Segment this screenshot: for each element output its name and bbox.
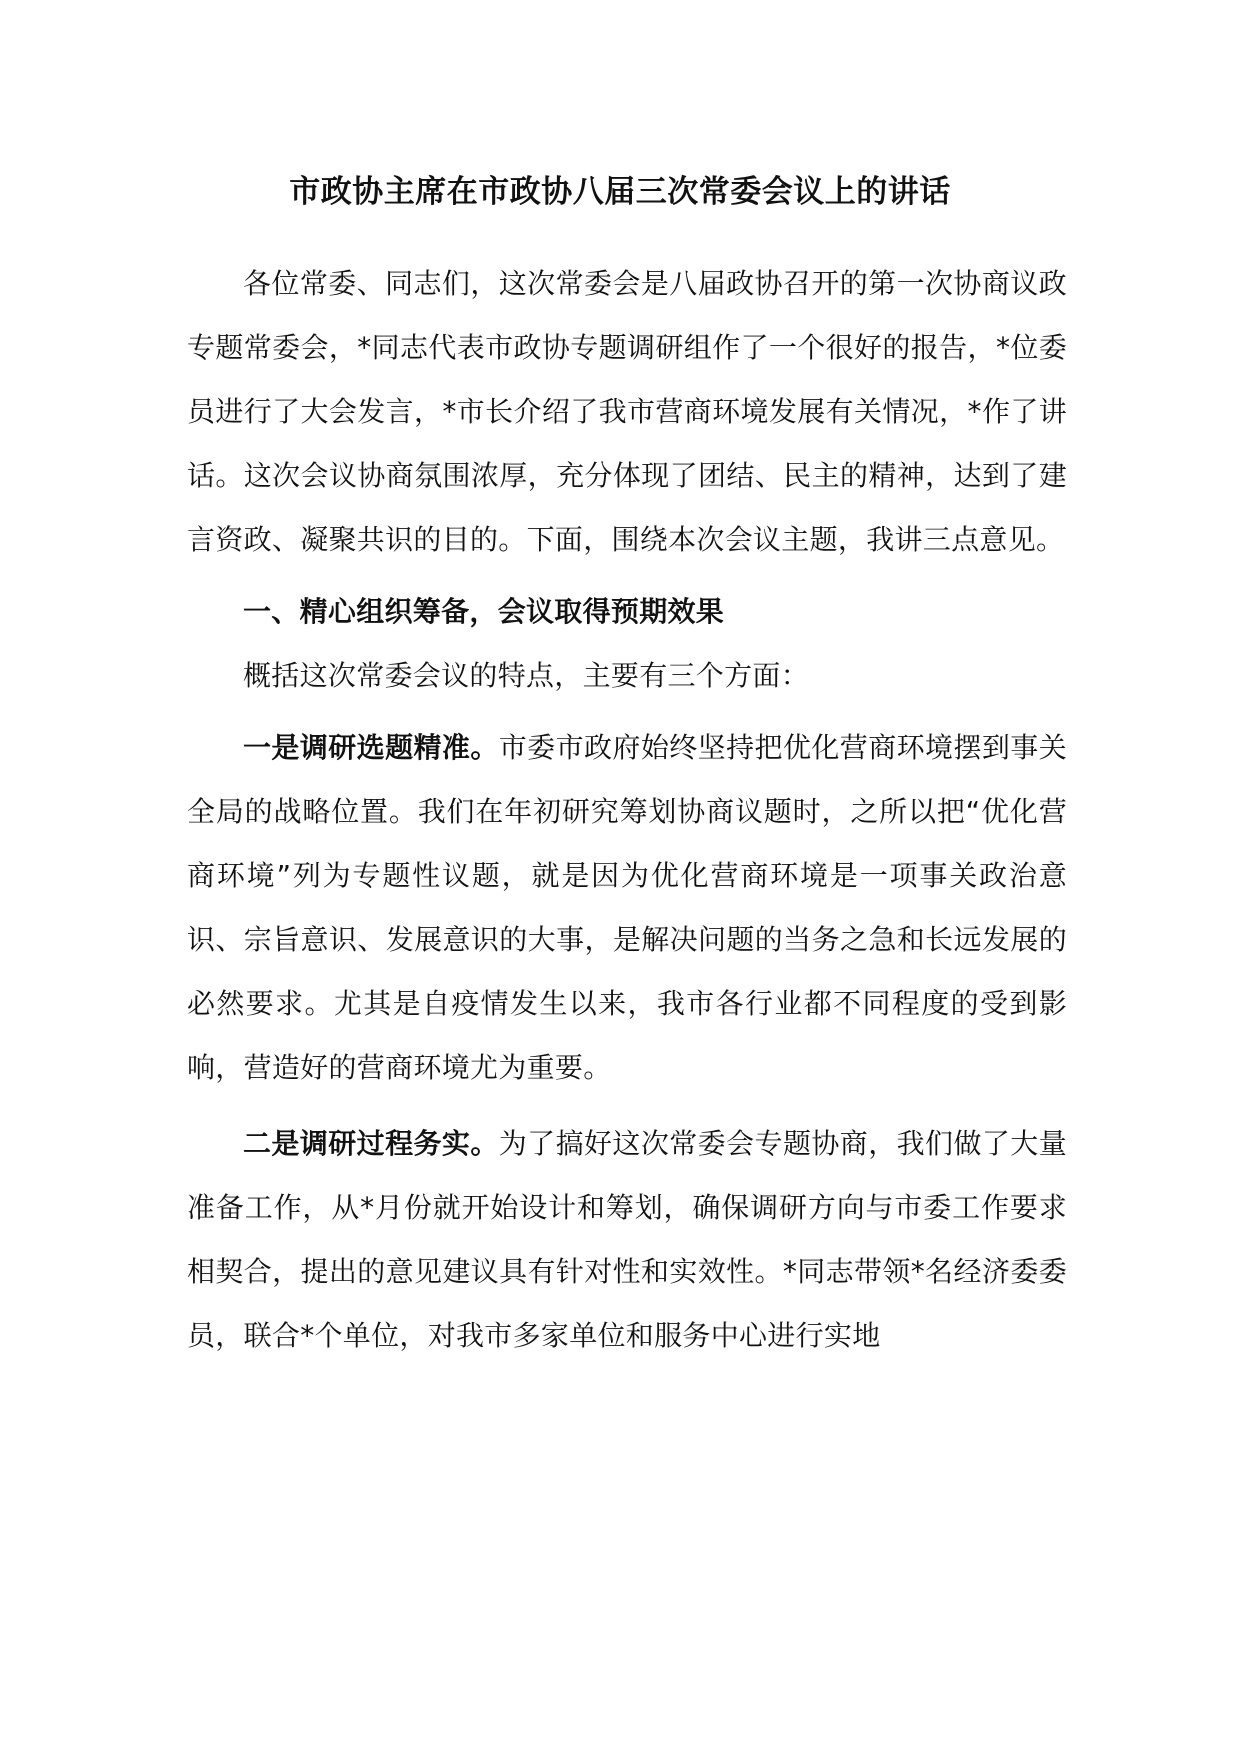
- document-title: 市政协主席在市政协八届三次常委会议上的讲话: [289, 174, 951, 210]
- spacer: [187, 708, 1067, 716]
- point-paragraph-1: [187, 716, 1067, 1100]
- section-heading: 一、精心组织筹备，会议取得预期效果: [243, 595, 725, 628]
- point-text-2: 为了搞好这次常委会专题协商，我们做了大量准备工作，从*月份就开始设计和筹划，确保调研方向与市委工作要求相契合，提出的意见建议具有针对性和实效性。*同志带领*名经济委委员，联合*个单位，对我市多家单位和服务中心进行实地: [187, 1127, 1067, 1352]
- point-lead-1: 一是调研选题精准。: [243, 731, 499, 764]
- point-lead-2: 二是调研过程务实。: [243, 1127, 499, 1160]
- spacer: [187, 572, 1067, 580]
- point-text-1: 市委市政府始终坚持把优化营商环境摆到事关全局的战略位置。我们在年初研究筹划协商议题时，之所以把“优化营商环境”列为专题性议题，就是因为优化营商环境是一项事关政治意识、宗旨意识、发展意识的大事，是解决问题的当务之急和长远发展的必然要求。尤其是自疫情发生以来，我市各行业都不同程度的受到影响，营造好的营商环境尤为重要。: [187, 731, 1067, 1084]
- point-paragraph-2: [187, 1112, 1067, 1368]
- section-intro: 概括这次常委会议的特点，主要有三个方面：: [243, 659, 810, 692]
- document-body: [187, 252, 1067, 1368]
- opening-paragraph: 各位常委、同志们，这次常委会是八届政协召开的第一次协商议政专题常委会，*同志代表市政协专题调研组作了一个很好的报告，*位委员进行了大会发言，*市长介绍了我市营商环境发展有关情况，*作了讲话。这次会议协商氛围浓厚，充分体现了团结、民主的精神，达到了建言资政、凝聚共识的目的。下面，围绕本次会议主题，我讲三点意见。: [187, 267, 1067, 556]
- spacer: [187, 1100, 1067, 1112]
